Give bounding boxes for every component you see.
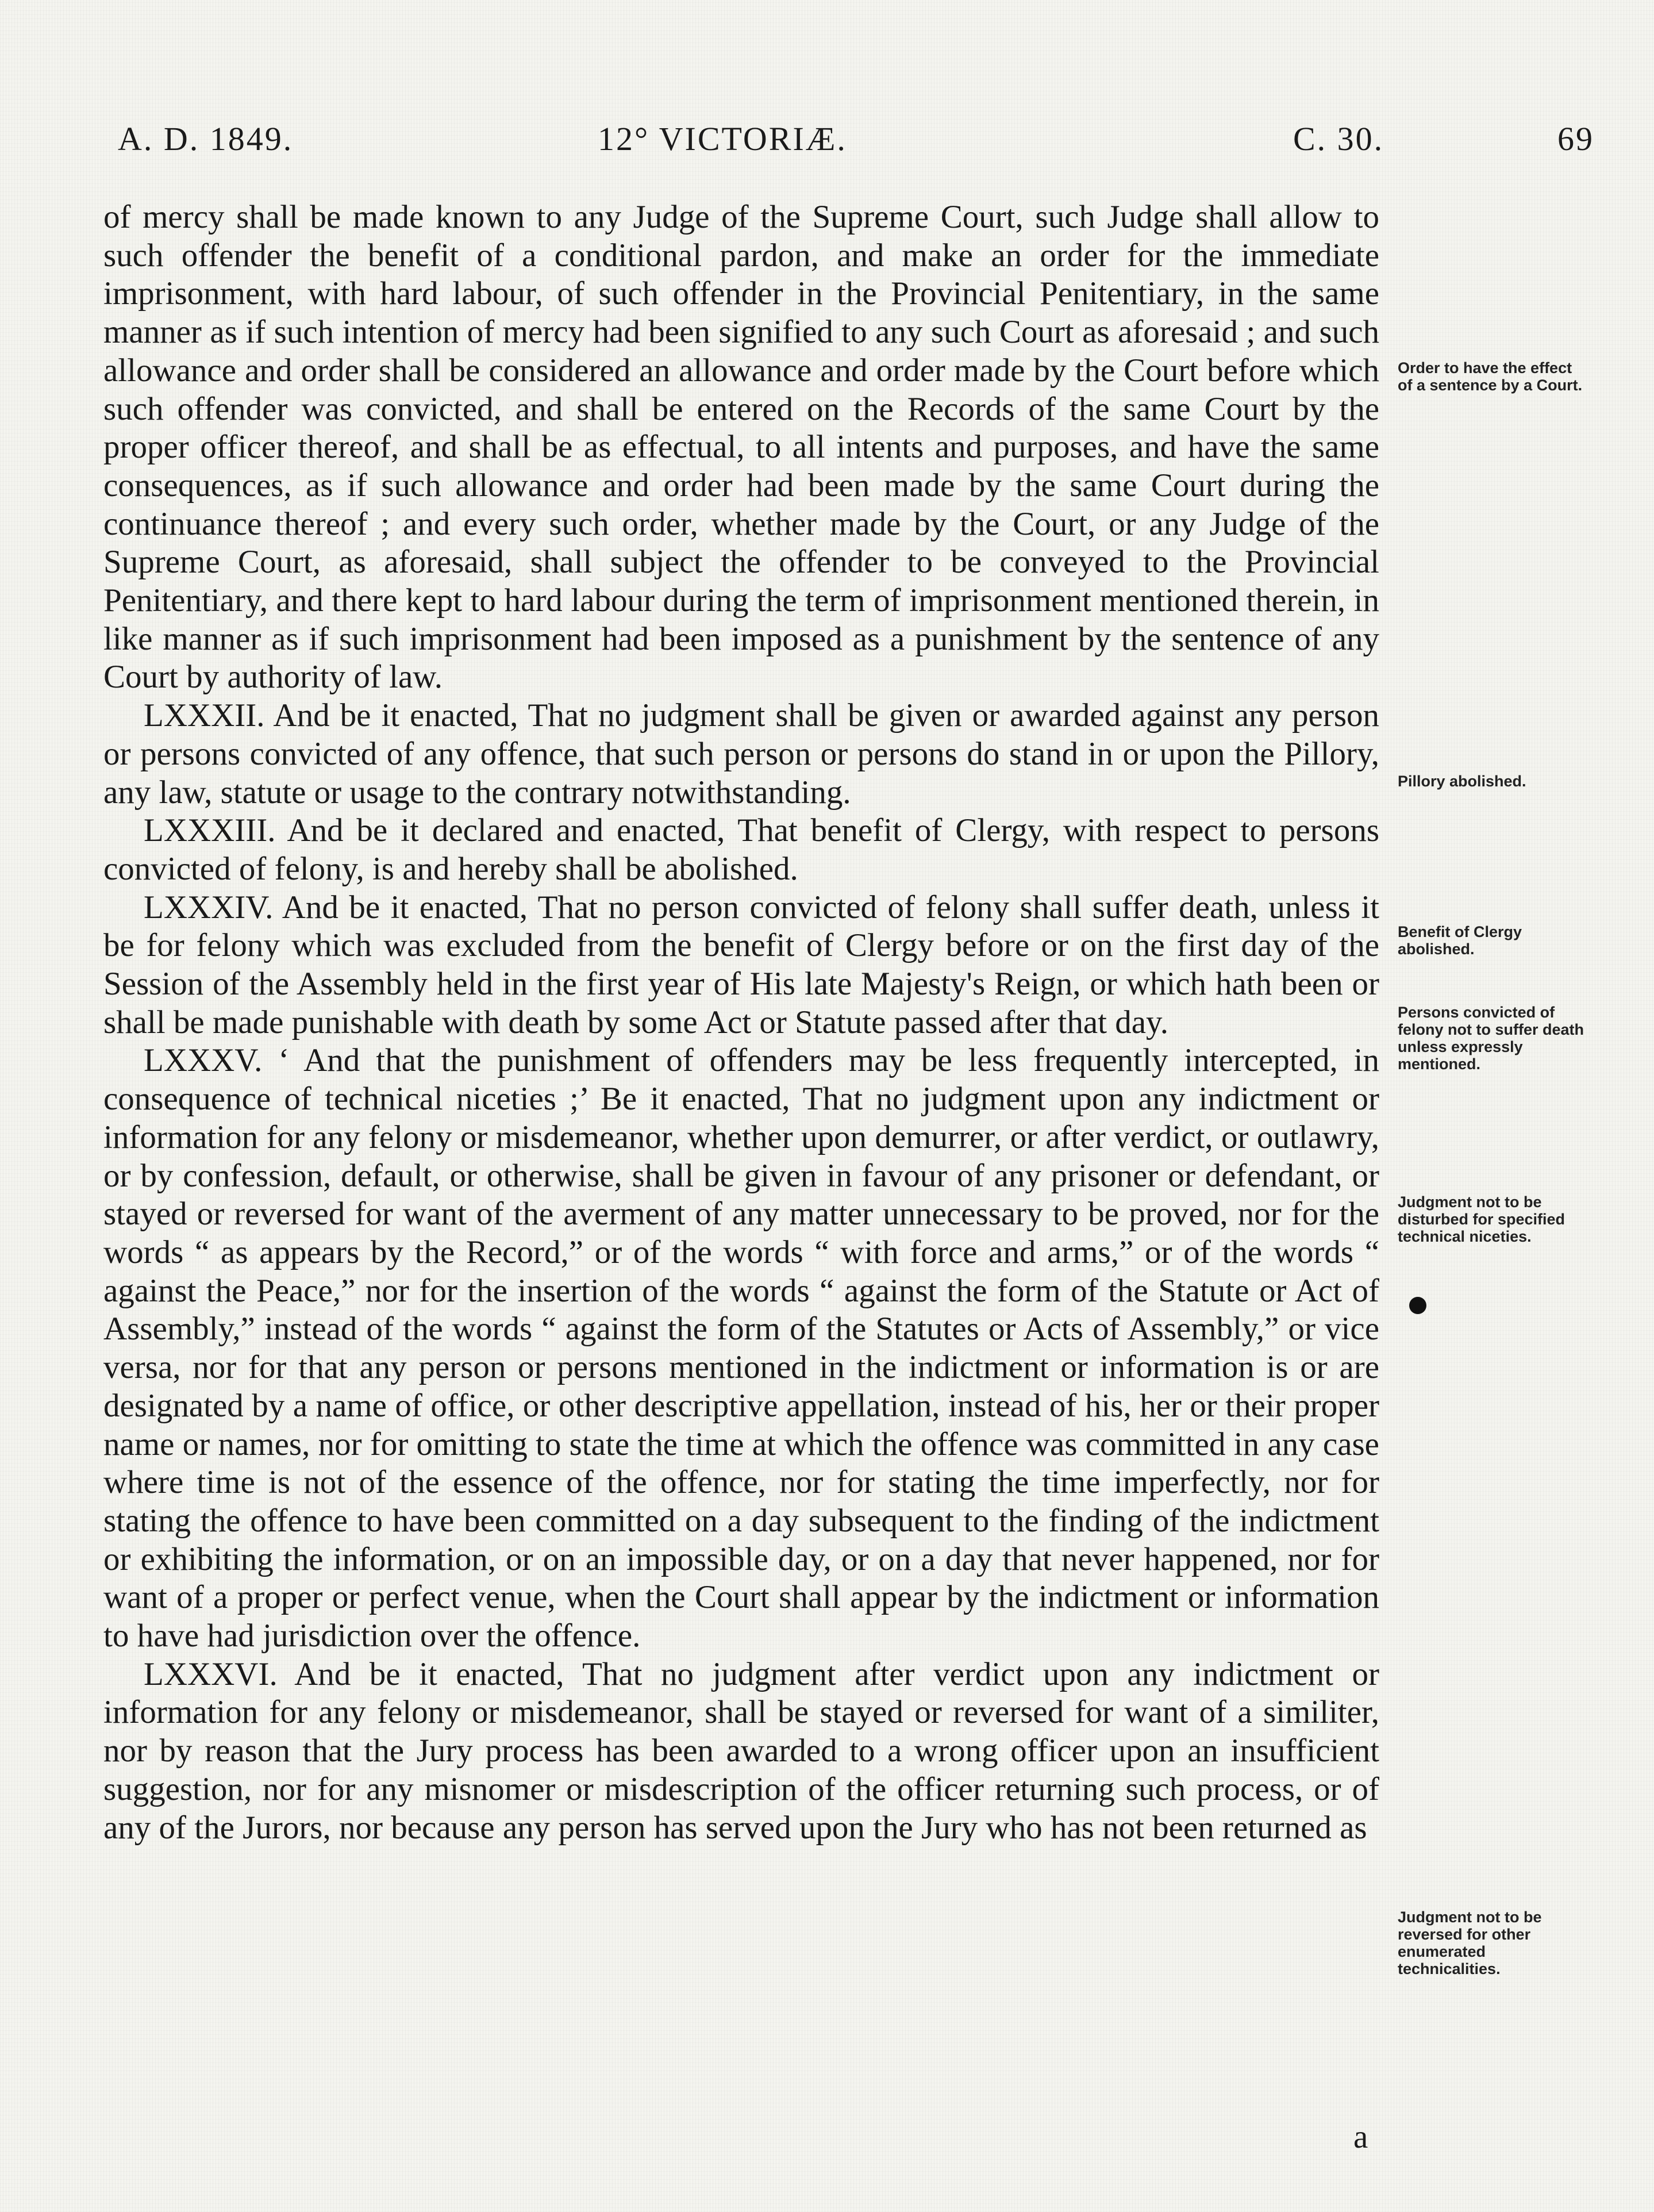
body-text <box>103 198 1379 1847</box>
margin-note: Judgment not to be reversed for other enumerated technicalities. <box>1398 1908 1542 1977</box>
paragraph-continued: of mercy shall be made known to any Judge of the Supreme Court, such Judge shall allow to such offender the benefit of a conditional pardon, and make an order for the immediate imprisonment, with hard labour, of such offender in the Provincial Penitentiary, in the same manner as if such intention of mercy had been signified to any such Court as aforesaid ; and such allowance and order shall be considered an allowance and order made by the Court before which such offender was convicted, and shall be entered on the Records of the same Court by the proper officer thereof, and shall be as effectual, to all intents and purposes, and have the same consequences, as if such allowance and order had been made by the same Court during the continuance thereof ; and every such order, whether made by the Court, or any Judge of the Supreme Court, as aforesaid, shall subject the offender to be conveyed to the Provincial Penitentiary, and there kept to hard labour during the term of imprisonment mentioned therein, in like manner as if such imprisonment had been imposed as a punishment by the sentence of any Court by authority of law. <box>103 199 1379 696</box>
section-lxxxvi: LXXXVI. And be it enacted, That no judgment after verdict upon any indictment or information for any felony or misdemeanor, shall be stayed or reversed for want of a similiter, nor by reason that the Jury process has been awarded to a wrong officer upon an insufficient suggestion, nor for any misnomer or misdescription of the officer returning such process, or of any of the Jurors, nor because any person has served upon the Jury who has not been returned as <box>103 1656 1379 1846</box>
catchword: a <box>1353 2119 1368 2155</box>
section-lxxxiv: LXXXIV. And be it enacted, That no person convicted of felony shall suffer death, unless it be for felony which was excluded from the benefit of Clergy before or on the first day of the Session of the Assembly held in the first year of His late Majesty's Reign, or which hath been or shall be made punishable with death by some Act or Statute passed after that day. <box>103 889 1379 1040</box>
section-lxxxv: LXXXV. ‘ And that the punishment of offenders may be less frequently intercepted, in consequence of technical niceties ;’ Be it enacted, That no judgment upon any indictment or information for any felony or misdemeanor, whether upon demurrer, or after verdict, or outlawry, or by confession, default, or otherwise, shall be given in favour of any prisoner or defendant, or stayed or reversed for want of the averment of any matter unnecessary to be proved, nor for the words “ as appears by the Record,” or of the words “ with force and arms,” or of the words “ against the Peace,” nor for the insertion of the words “ against the form of the Statute or Act of Assembly,” instead of the words “ against the form of the Statutes or Acts of Assembly,” or vice versa, nor for that any person or persons mentioned in the indictment or information is or are designated by a name of office, or other descriptive appellation, instead of his, her or their proper name or names, nor for omitting to state the time at which the offence was committed in any case where time is not of the essence of the offence, nor for stating the time imperfectly, nor for stating the offence to have been committed on a day subsequent to the finding of the indictment or exhibiting the information, or on an impossible day, or on a day that never happened, nor for want of a proper or perfect venue, when the Court shall appear by the indictment or information to have had jurisdiction over the offence. <box>103 1042 1379 1654</box>
section-lxxxii: LXXXII. And be it enacted, That no judgment shall be given or awarded against any person or persons convicted of any offence, that such person or persons do stand in or upon the Pillory, any law, statute or usage to the contrary notwithstanding. <box>103 697 1379 811</box>
page-number: 69 <box>1557 120 1594 158</box>
margin-note: Persons convicted of felony not to suffer death unless expressly mentioned. <box>1398 1004 1584 1073</box>
margin-note: Pillory abolished. <box>1398 773 1526 790</box>
header-title: 12° VICTORIÆ. <box>598 120 847 158</box>
margin-note: Order to have the effect of a sentence by a Court. <box>1398 359 1583 394</box>
margin-note: Benefit of Clergy abolished. <box>1398 923 1522 958</box>
section-lxxxiii: LXXXIII. And be it declared and enacted, That benefit of Clergy, with respect to persons convicted of felony, is and hereby shall be abolished. <box>103 812 1379 887</box>
running-header <box>109 120 1598 171</box>
header-year: A. D. 1849. <box>118 120 294 158</box>
header-chapter: C. 30. <box>1293 120 1384 158</box>
ink-blot-mark <box>1409 1297 1426 1314</box>
margin-note: Judgment not to be disturbed for specified technical niceties. <box>1398 1193 1565 1245</box>
